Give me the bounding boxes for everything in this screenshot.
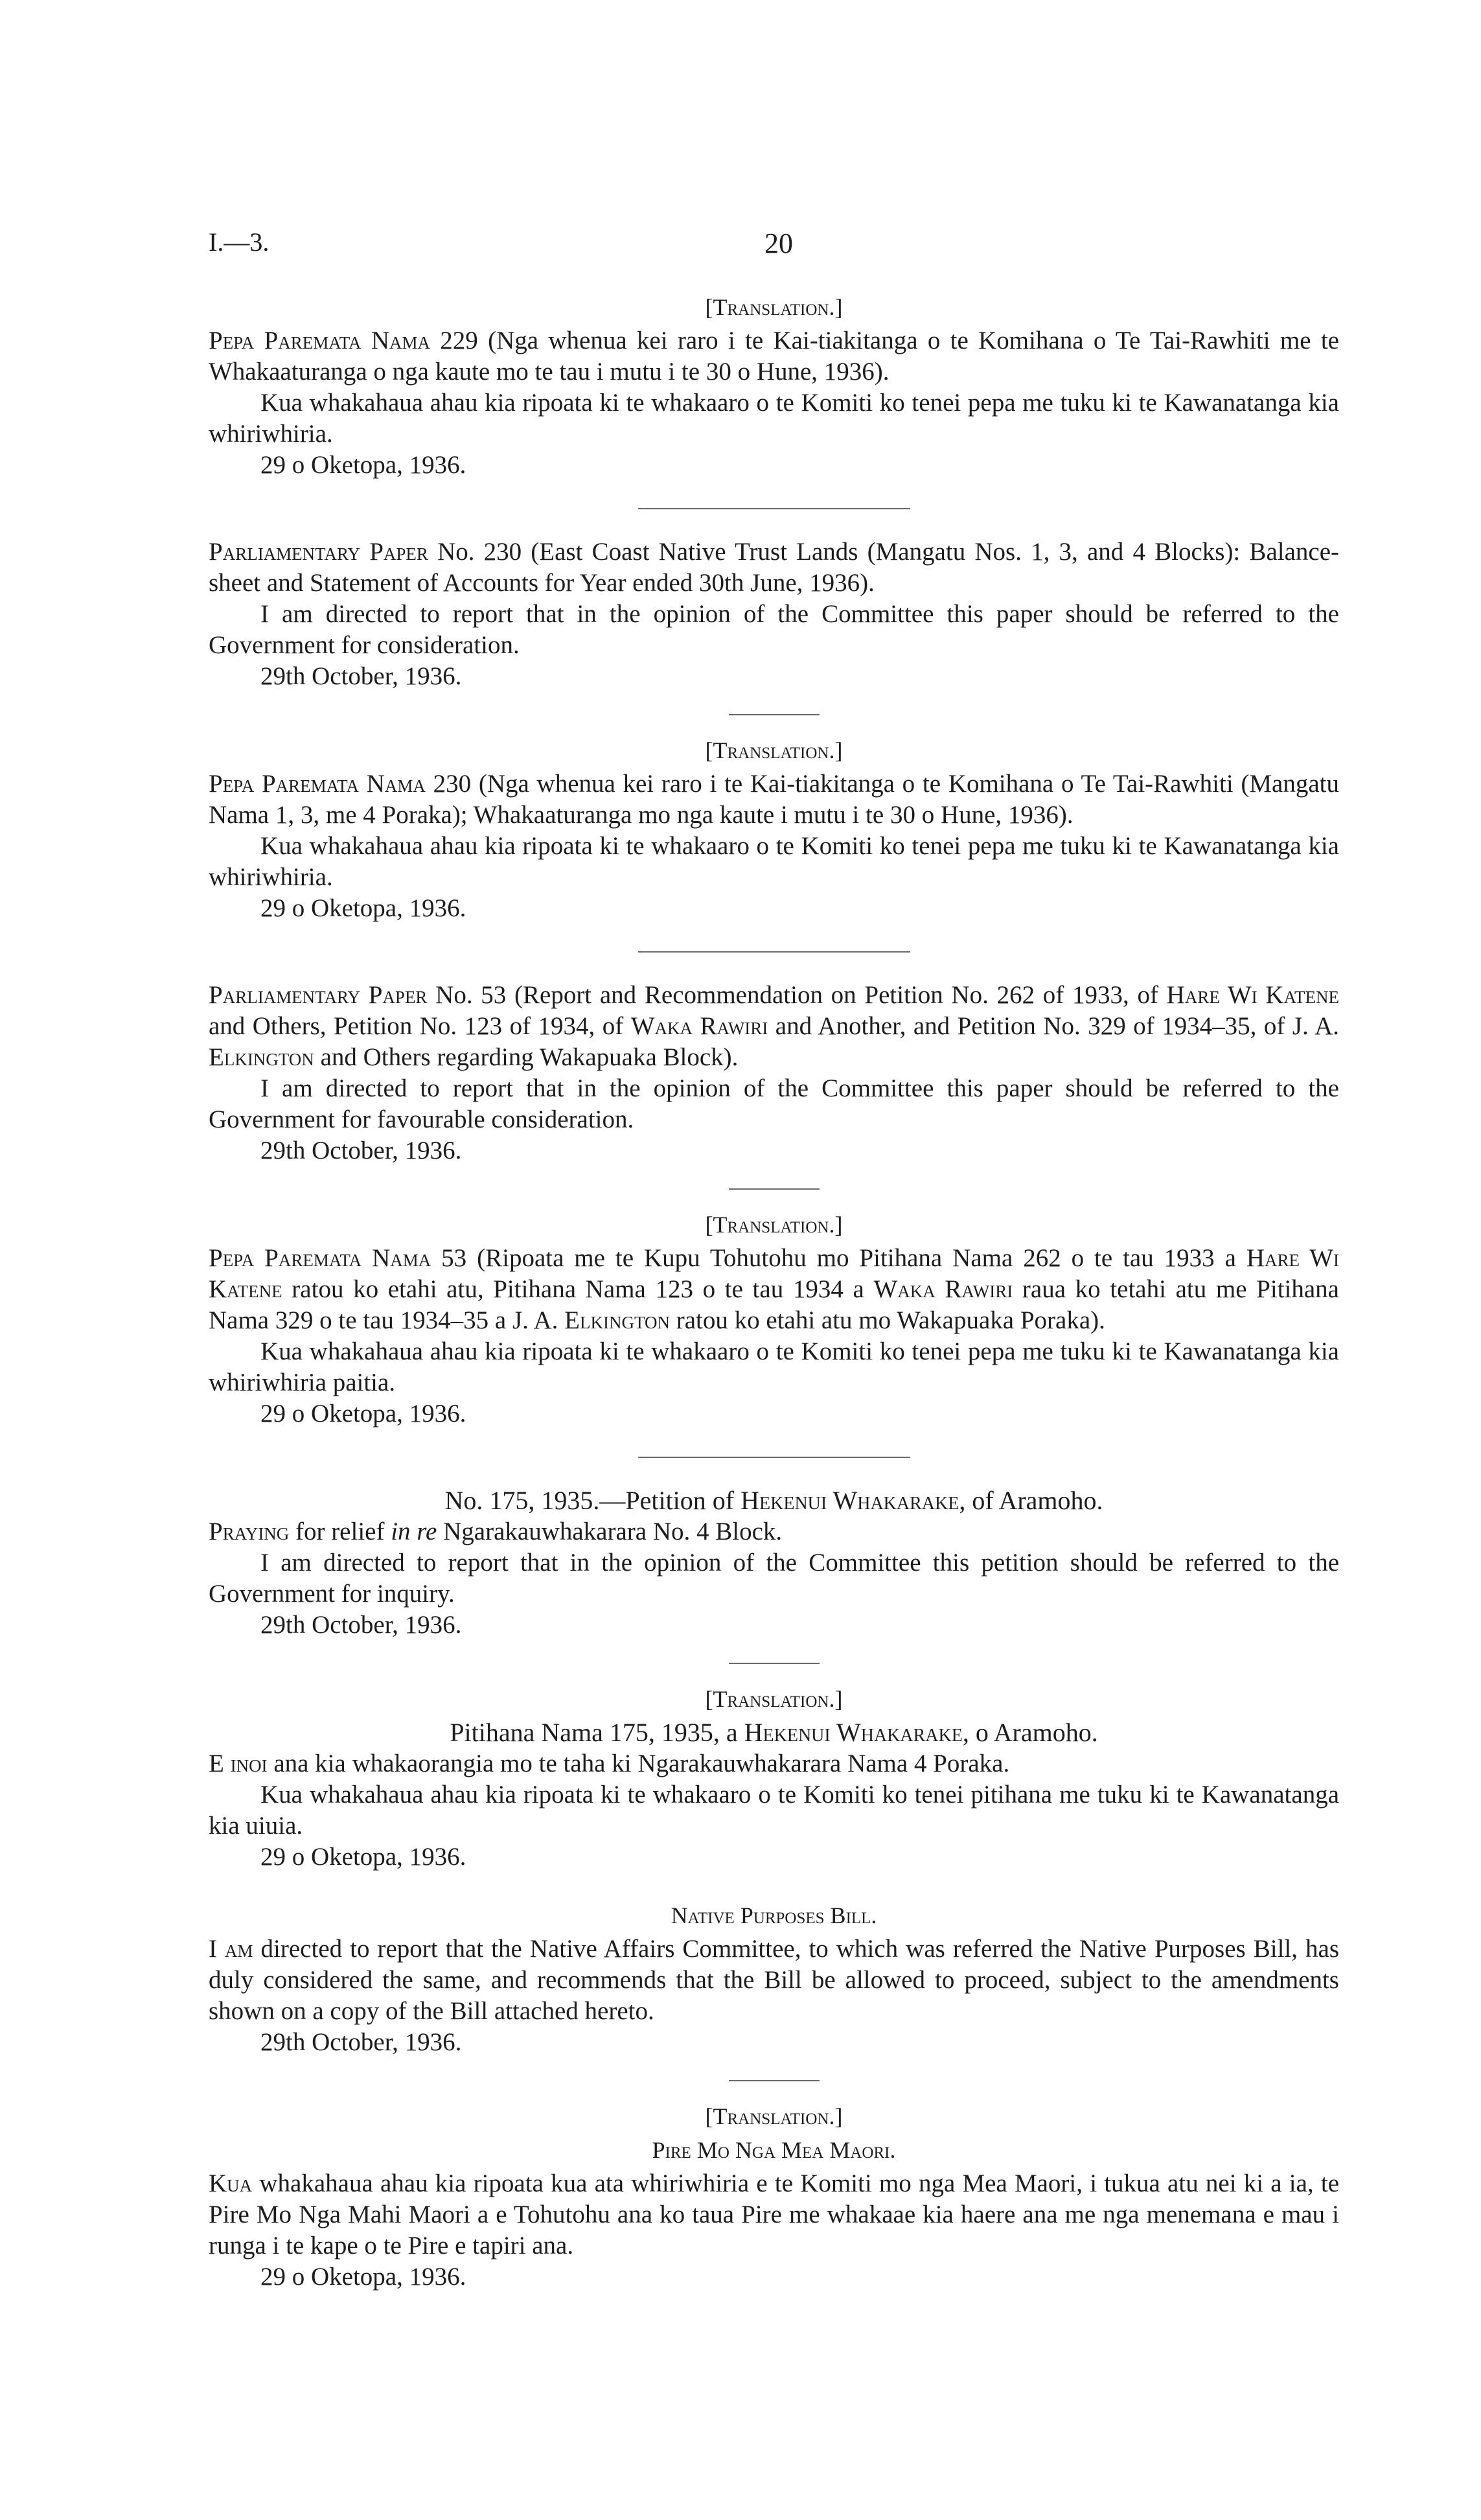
petitioner-name: Hekenui Whakarake (740, 1486, 959, 1515)
report-date: 29 o Oketopa, 1936. (260, 1400, 466, 1428)
paper-body-part: ratou ko etahi atu, Pitihana Nama 123 o te tau 1934 a (282, 1275, 874, 1303)
paper-lead: Pepa Paremata Nama (209, 1244, 431, 1272)
prayer-body-part: for relief (289, 1518, 391, 1545)
translation-heading: [Translation.] (705, 294, 843, 320)
bill-title: Native Purposes Bill. (671, 1902, 877, 1928)
paper-body: No. 230 (East Coast Native Trust Lands (Mangatu Nos. 1, 3, and 4 Blocks): Balance-sheet and Statement of Accounts for Year ended 30th June, 1936). (209, 538, 1340, 597)
section-paper-230 (209, 537, 1339, 692)
person-name: Elkington (564, 1306, 670, 1334)
paper-body: 230 (Nga whenua kei raro i te Kai-tiakitanga o te Komihana o Te Tai-Rawhiti (Mangatu Nama 1, 3, me 4 Poraka); Whakaaturanga mo nga kaute i mutu i te 30 o Hune, 1936). (209, 770, 1339, 829)
page-number: 20 (764, 227, 793, 259)
section-petition-175 (209, 1485, 1339, 1641)
page-id: I.—3. (209, 227, 270, 257)
paper-body-part: and Others, Petition No. 123 of 1934, of (209, 1012, 631, 1040)
person-name: Elkington (209, 1043, 314, 1071)
petition-prayer (209, 1748, 1339, 1779)
translation-heading: [Translation.] (705, 1212, 843, 1238)
petition-title (209, 1485, 1339, 1516)
report-paragraph: I am directed to report that in the opinion of the Committee this petition should be referred to the Government for inquiry. (209, 1549, 1339, 1608)
section-pepa-53-translation (209, 1209, 1339, 1429)
paper-description (209, 1243, 1339, 1336)
bill-report-body: whakahaua ahau kia ripoata kua ata whiriwhiria e te Komiti mo nga Mea Maori, i tukua atu nei ki a ia, te Pire Mo Nga Mahi Maori a e Tohutohu ana ko taua Pire me whakaae kia haere ana me nga menemana e mau i runga i te kape o te Pire e tapiri ana. (209, 2169, 1339, 2260)
section-pepa-229-translation (209, 292, 1339, 481)
report-date: 29th October, 1936. (260, 1137, 462, 1164)
translation-heading: [Translation.] (705, 737, 843, 763)
paper-body: (Nga whenua kei raro i te Kai-tiakitanga o te Komihana o Te Tai-Rawhiti me te Whakaaturanga o nga kaute mo te tau i mutu i te 30 o Hune, 1936). (209, 327, 1339, 386)
paper-body-part: raua ko tetahi atu me Pitihana Nama 329 o te tau 1934–35 a J. A. (209, 1275, 1339, 1334)
bill-report (209, 1934, 1339, 2027)
person-name: Hare Wi Katene (1166, 981, 1339, 1009)
section-divider (638, 951, 910, 953)
petition-title-part: Pitihana Nama 175, 1935, a (450, 1718, 744, 1747)
report-paragraph: I am directed to report that in the opinion of the Committee this paper should be referred to the Government for consideration. (209, 600, 1339, 659)
translation-divider (729, 1663, 820, 1664)
section-pitihana-175-translation (209, 1683, 1339, 1873)
paper-description (209, 769, 1339, 831)
section-divider (638, 508, 910, 509)
prayer-lead: E inoi (209, 1750, 268, 1777)
translation-divider (729, 1188, 820, 1190)
section-pire-translation (209, 2101, 1339, 2293)
section-paper-53 (209, 980, 1339, 1166)
paper-lead: Parliamentary Paper (209, 981, 428, 1009)
paper-body-part: ratou ko etahi atu mo Wakapuaka Poraka). (669, 1306, 1105, 1334)
petition-title (209, 1717, 1339, 1748)
paper-body-part: No. 53 (Report and Recommendation on Petition No. 262 of 1933, of (427, 981, 1167, 1009)
prayer-body: ana kia whakaorangia mo te taha ki Ngarakauwhakarara Nama 4 Poraka. (267, 1750, 1010, 1777)
petition-prayer (209, 1516, 1339, 1547)
report-paragraph: Kua whakahaua ahau kia ripoata ki te whakaaro o te Komiti ko tenei pitihana me tuku ki te Kawanatanga kia uiuia. (209, 1781, 1339, 1840)
report-paragraph: Kua whakahaua ahau kia ripoata ki te whakaaro o te Komiti ko tenei pepa me tuku ki te Kawanatanga kia whiriwhiria paitia. (209, 1337, 1339, 1396)
report-date: 29 o Oketopa, 1936. (260, 894, 466, 922)
report-paragraph: Kua whakahaua ahau kia ripoata ki te whakaaro o te Komiti ko tenei pepa me tuku ki te Kawanatanga kia whiriwhiria. (209, 389, 1339, 448)
prayer-body-part: Ngarakauwhakarara No. 4 Block. (437, 1518, 783, 1545)
prayer-lead: Praying (209, 1518, 290, 1545)
bill-report (209, 2168, 1339, 2261)
paper-lead: Parliamentary Paper (209, 538, 428, 566)
paper-description (209, 980, 1339, 1073)
person-name: Waka Rawiri (873, 1275, 1013, 1303)
report-date: 29th October, 1936. (260, 662, 462, 690)
bill-report-body: directed to report that the Native Affairs Committee, to which was referred the Native Purposes Bill, has duly considered the same, and recommends that the Bill be allowed to proceed, subject to the amendments shown on a copy of the Bill attached hereto. (209, 1935, 1339, 2025)
petition-title-part: No. 175, 1935.—Petition of (444, 1486, 741, 1515)
report-date: 29 o Oketopa, 1936. (260, 451, 466, 479)
paper-lead: Pepa Paremata Nama (209, 770, 426, 798)
section-native-purposes-bill (209, 1900, 1339, 2058)
person-name: Hare Wi Katene (209, 1244, 1340, 1303)
report-date: 29th October, 1936. (260, 2028, 462, 2056)
report-date: 29 o Oketopa, 1936. (260, 2263, 466, 2291)
report-date: 29 o Oketopa, 1936. (260, 1843, 466, 1871)
paper-description (209, 325, 1339, 387)
section-divider (638, 1457, 910, 1458)
document-body (209, 292, 1339, 2298)
translation-heading: [Translation.] (705, 1686, 843, 1712)
person-name: Waka Rawiri (630, 1012, 768, 1040)
translation-divider (729, 2080, 820, 2081)
petition-title-part: , o Aramoho. (962, 1718, 1098, 1747)
section-pepa-230-translation (209, 735, 1339, 924)
bill-report-lead: I am (209, 1935, 253, 1963)
paper-body-part: and Others regarding Wakapuaka Block). (314, 1043, 739, 1071)
report-paragraph: Kua whakahaua ahau kia ripoata ki te whakaaro o te Komiti ko tenei pepa me tuku ki te Kawanatanga kia whiriwhiria. (209, 832, 1339, 891)
prayer-italic: in re (391, 1518, 437, 1545)
paper-body-part: and Another, and Petition No. 329 of 1934–35, of J. A. (768, 1012, 1339, 1040)
bill-title: Pire Mo Nga Mea Maori. (652, 2137, 896, 2163)
translation-divider (729, 714, 820, 715)
paper-lead: Pepa Paremata Nama 229 (209, 327, 478, 354)
report-paragraph: I am directed to report that in the opinion of the Committee this paper should be referred to the Government for favourable consideration. (209, 1074, 1339, 1133)
petitioner-name: Hekenui Whakarake (744, 1718, 963, 1747)
paper-body-part: 53 (Ripoata me te Kupu Tohutohu mo Pitihana Nama 262 o te tau 1933 a (431, 1244, 1246, 1272)
bill-report-lead: Kua (209, 2169, 253, 2197)
report-date: 29th October, 1936. (260, 1611, 462, 1639)
page-header (0, 227, 1481, 266)
translation-heading: [Translation.] (705, 2103, 843, 2129)
petition-title-part: , of Aramoho. (959, 1486, 1103, 1515)
spacer (209, 1878, 1339, 1900)
paper-description (209, 537, 1339, 599)
